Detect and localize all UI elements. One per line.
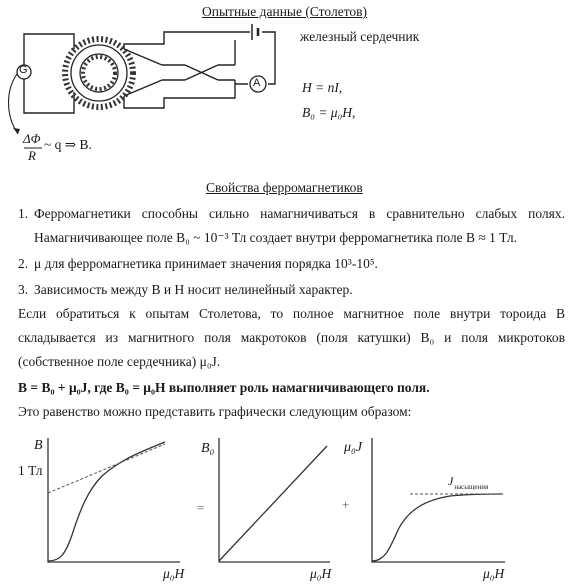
equation-B0: B₀ = μ₀H, bbox=[302, 105, 356, 120]
magnetization-graphs bbox=[0, 430, 587, 586]
paragraph-3: Это равенство можно представить графически следующим образом: bbox=[18, 404, 412, 419]
ratio-numerator: ΔΦ bbox=[23, 131, 41, 146]
toroid-outer bbox=[65, 39, 133, 107]
graph-B-curve bbox=[48, 442, 165, 561]
primary-wire-right bbox=[262, 32, 275, 84]
iron-core-label: железный сердечник bbox=[300, 29, 420, 44]
graph-B0-line bbox=[219, 446, 327, 561]
graph3-xlabel: μ₀H bbox=[483, 566, 505, 581]
paragraph-1-line3: (собственное поле сердечника) μ₀J. bbox=[18, 354, 221, 369]
galvanometer-arrow bbox=[9, 74, 19, 134]
plus-sign: + bbox=[342, 497, 350, 512]
section-title-properties: Свойства ферромагнетиков bbox=[206, 180, 363, 195]
list-item-3 bbox=[18, 282, 565, 298]
toroid-core-inner bbox=[80, 54, 118, 92]
galvanometer-label: G bbox=[19, 64, 28, 76]
graph-B0 bbox=[219, 438, 330, 562]
equals-sign: = bbox=[197, 500, 205, 515]
list-number: 1. bbox=[18, 206, 29, 221]
list-item-2 bbox=[18, 256, 565, 272]
ratio-rest: ~ q ⇒ B. bbox=[44, 137, 92, 152]
graph1-tick-1T: 1 Тл bbox=[18, 463, 43, 478]
list-item-text: μ для ферромагнетика принимает значения порядка 10³-10⁵. bbox=[34, 256, 378, 271]
equation-H: H = nI, bbox=[302, 80, 343, 95]
paragraph-2: B = B₀ + μ₀J, где B₀ = μ₀H выполняет роль намагничивающего поля. bbox=[18, 380, 430, 395]
list-number: 2. bbox=[18, 256, 29, 271]
graph2-xlabel: μ₀H bbox=[310, 566, 332, 581]
graph2-ylabel: B₀ bbox=[201, 441, 215, 456]
list-item-text: Зависимость между B и H носит нелинейный характер. bbox=[34, 282, 353, 297]
list-item-1-line2: Намагничивающее поле B₀ ~ 10⁻³ Тл создает внутри ферромагнетика поле B ≈ 1 Тл. bbox=[34, 230, 517, 245]
toroid-inner-winding bbox=[83, 57, 115, 89]
list-number: 3. bbox=[18, 282, 29, 297]
paragraph-1-line2: складывается из магнитного поля макротоков (поля катушки) B₀ и поля микротоков bbox=[18, 330, 565, 345]
graph1-xlabel: μ₀H bbox=[163, 566, 185, 581]
paragraph-1-line1: Если обратиться к опытам Столетова, то полное магнитное поле внутри тороида B bbox=[18, 306, 565, 321]
graph3-ylabel: μ₀J bbox=[344, 440, 363, 455]
ratio-denominator: R bbox=[28, 148, 36, 163]
graph3-saturation-label bbox=[448, 474, 488, 489]
ammeter-label: A bbox=[253, 77, 261, 89]
list-item-text: Ферромагнетики способны сильно намагничиваться в сравнительно слабых полях. bbox=[34, 206, 565, 221]
galvanometer-wire bbox=[24, 34, 74, 68]
primary-wire-top bbox=[124, 32, 250, 49]
saturation-J: J bbox=[448, 474, 454, 488]
graph-B-asymptote bbox=[48, 444, 165, 493]
graph-J-curve bbox=[372, 494, 503, 561]
section-title-stoletov: Опытные данные (Столетов) bbox=[202, 4, 368, 19]
graph-B-axes bbox=[48, 438, 180, 562]
graph-B bbox=[48, 438, 180, 562]
graph-J bbox=[372, 438, 505, 562]
saturation-subscript: насыщения bbox=[454, 483, 489, 491]
list-item-1-line1 bbox=[18, 206, 565, 222]
graph1-ylabel: B bbox=[34, 438, 43, 453]
